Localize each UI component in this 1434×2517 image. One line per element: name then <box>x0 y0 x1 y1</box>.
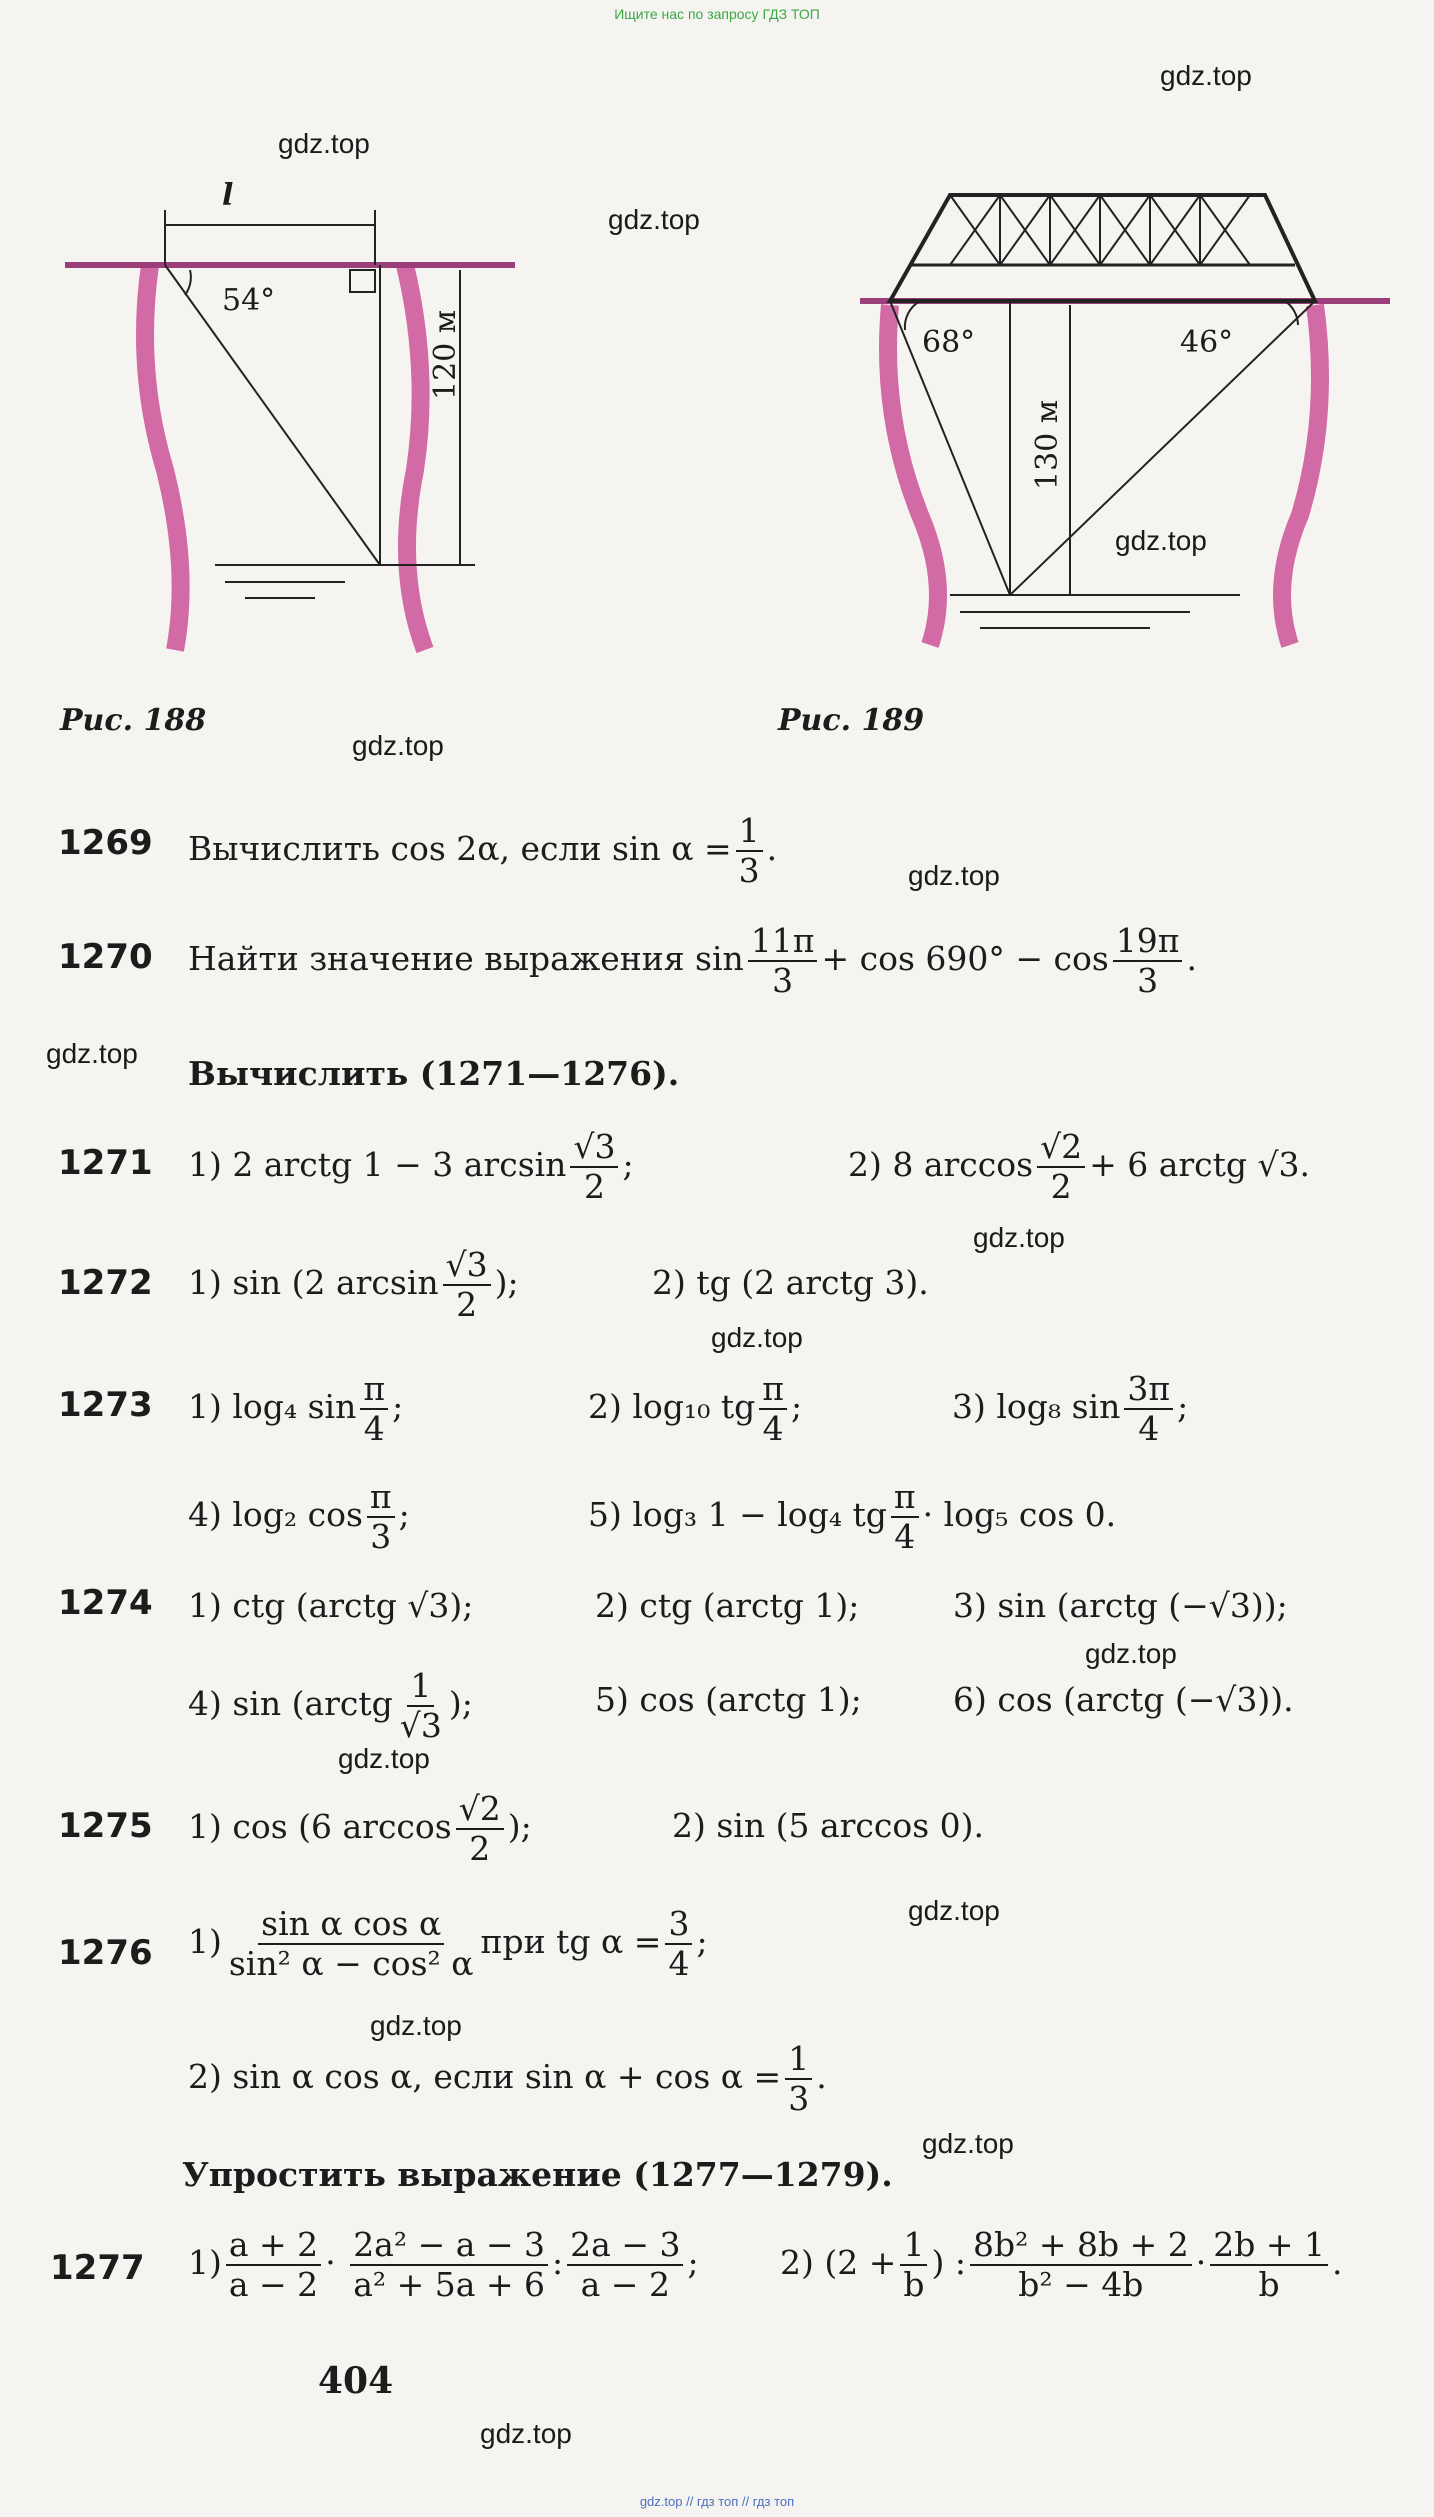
fig188-angle: 54° <box>222 283 276 318</box>
problem-number: 1273 <box>58 1385 153 1425</box>
fig188-height: 120 м <box>428 309 463 400</box>
problem-1276-a: 1) $\frac{\text{sin α cos α}}{\text{sin² α − cos² α}}$ при tg α = $\frac{3}{4}$ ; <box>188 1904 708 1983</box>
problem-1272-a: 1) sin (2 arcsin $\frac{√3}{2}$ ); <box>188 1245 519 1324</box>
fig188-caption: Рис. 188 <box>60 703 207 738</box>
figure-188 <box>55 170 535 660</box>
problem-1271-a: 1) 2 arctg 1 − 3 arcsin $\frac{√3}{2}$ ; <box>188 1127 634 1206</box>
problem-1274-e: 5) cos (arctg 1); <box>595 1680 862 1719</box>
problem-1277-a: 1) $\frac{a + 2}{a - 2}$ · $\frac{\text{2a² − a − 3}}{\text{a² + 5a + 6}}$ : $\frac{2a - 3}{a - 2}$ ; <box>188 2225 699 2304</box>
figure-189 <box>860 115 1420 655</box>
watermark: gdz.top <box>1085 1638 1177 1669</box>
problem-1275-b: 2) sin (5 arccos 0). <box>672 1806 985 1845</box>
bottom-banner: gdz.top // гдз топ // гдз топ <box>639 2494 795 2509</box>
problem-1271-b: 2) 8 arccos $\frac{√2}{2}$ + 6 arctg √3. <box>848 1127 1311 1206</box>
watermark: gdz.top <box>480 2418 572 2449</box>
problem-1273-a: 1) log₄ sin $\frac{\pi}{4}$ ; <box>188 1369 404 1448</box>
fig189-angle-right: 46° <box>1180 325 1234 360</box>
problem-number: 1277 <box>50 2248 145 2288</box>
problem-1274-c: 3) sin (arctg (−√3)); <box>953 1586 1288 1625</box>
problem-1274-f: 6) cos (arctg (−√3)). <box>953 1680 1294 1719</box>
problem-1274-b: 2) ctg (arctg 1); <box>595 1586 860 1625</box>
section-heading: Вычислить (1271—1276). <box>188 1054 680 1093</box>
problem-1269: Вычислить cos 2α, если sin α = $\frac{1}{3}$ . <box>188 811 778 890</box>
page-number: 404 <box>318 2360 394 2402</box>
watermark: gdz.top <box>711 1322 803 1353</box>
problem-1273-c: 3) log₈ sin $\frac{3\pi}{4}$ ; <box>952 1369 1189 1448</box>
problem-1273-d: 4) log₂ cos $\frac{\pi}{3}$ ; <box>188 1477 410 1556</box>
problem-1273-e: 5) log₃ 1 − log₄ tg $\frac{\pi}{4}$ · log₅ cos 0. <box>588 1477 1117 1556</box>
section-heading: Упростить выражение (1277—1279). <box>182 2155 893 2194</box>
problem-1276-b: 2) sin α cos α, если sin α + cos α = $\frac{1}{3}$ . <box>188 2039 827 2118</box>
watermark: gdz.top <box>278 128 370 159</box>
fig188-top-label: l <box>222 178 234 213</box>
fig189-angle-left: 68° <box>922 325 976 360</box>
watermark: gdz.top <box>46 1038 138 1069</box>
watermark: gdz.top <box>1115 525 1207 556</box>
fig189-caption: Рис. 189 <box>778 703 925 738</box>
problem-1270: Найти значение выражения sin $\frac{11\pi}{3}$ + cos 690° − cos $\frac{19\pi}{3}$ . <box>188 921 1197 1000</box>
problem-1272-b: 2) tg (2 arctg 3). <box>652 1263 929 1302</box>
problem-number: 1276 <box>58 1933 153 1973</box>
problem-number: 1269 <box>58 823 153 863</box>
watermark: gdz.top <box>908 860 1000 891</box>
problem-1273-b: 2) log₁₀ tg $\frac{\pi}{4}$ ; <box>588 1369 803 1448</box>
watermark: gdz.top <box>352 730 444 761</box>
watermark: gdz.top <box>608 204 700 235</box>
watermark: gdz.top <box>338 1743 430 1774</box>
watermark: gdz.top <box>908 1895 1000 1926</box>
watermark: gdz.top <box>922 2128 1014 2159</box>
problem-number: 1272 <box>58 1263 153 1303</box>
problem-number: 1270 <box>58 937 153 977</box>
problem-number: 1271 <box>58 1143 153 1183</box>
problem-number: 1274 <box>58 1583 153 1623</box>
watermark: gdz.top <box>1160 60 1252 91</box>
problem-1274-a: 1) ctg (arctg √3); <box>188 1586 474 1625</box>
watermark: gdz.top <box>370 2010 462 2041</box>
problem-1274-d: 4) sin (arctg $\frac{1}{√3}$ ); <box>188 1666 473 1745</box>
problem-1275-a: 1) cos (6 arccos $\frac{√2}{2}$ ); <box>188 1789 532 1868</box>
problem-number: 1275 <box>58 1806 153 1846</box>
watermark: gdz.top <box>973 1222 1065 1253</box>
problem-1277-b: 2) (2 + $\frac{1}{b}$ ) : $\frac{\text{8b² + 8b + 2}}{\text{b² − 4b}}$ · $\frac{2b + 1}{b}$ . <box>780 2225 1343 2304</box>
top-banner: Ищите нас по запросу ГДЗ ТОП <box>614 6 820 22</box>
fig189-height: 130 м <box>1030 399 1065 490</box>
